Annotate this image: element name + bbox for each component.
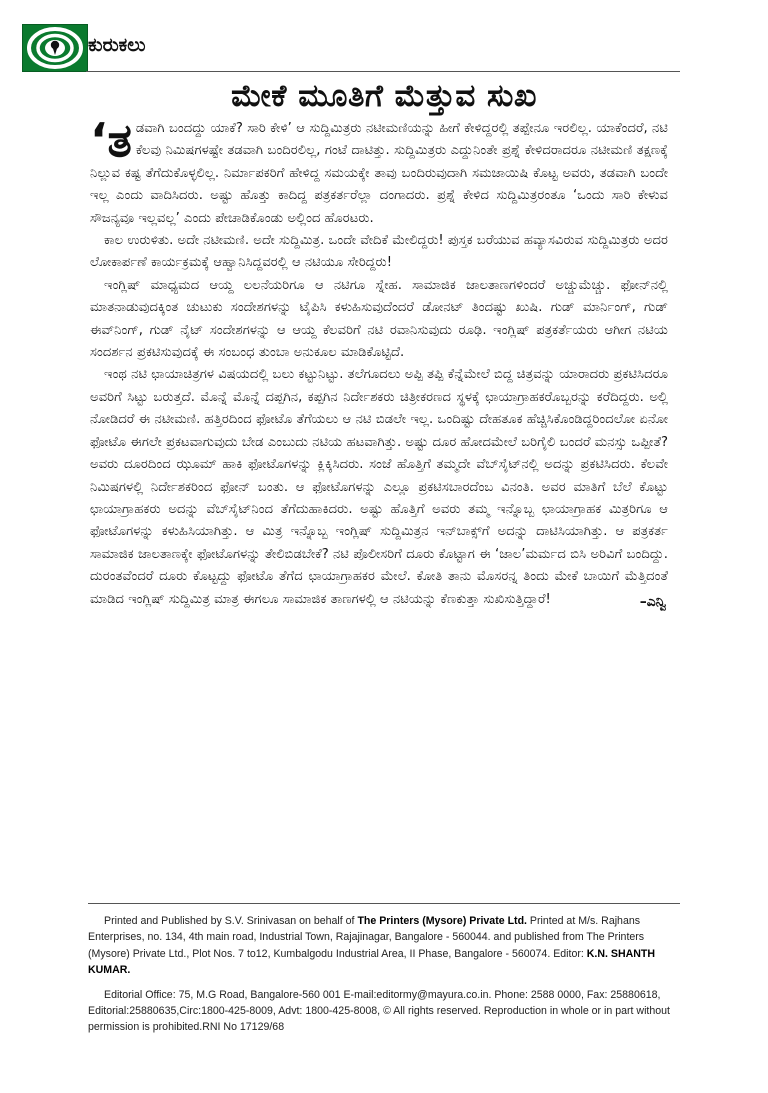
paragraph-4: ಇಂಥ ನಟಿ ಛಾಯಾಚಿತ್ರಗಳ ವಿಷಯದಲ್ಲಿ ಬಲು ಕಟ್ಟುನಿಟ್ಟು. ತಲೆಗೂದಲು ಅಪ್ಪಿ ತಪ್ಪಿ ಕೆನ್ನೆಮೇಲೆ ಬಿದ್ದ ಚಿತ್ರವನ್ನು ಯಾರಾದರು ಪ್ರಕಟಿಸಿದರೂ ಅವರಿಗೆ ಸಿಟ್ಟು ಬರುತ್ತದೆ. ಮೊನ್ನೆ ಮೊನ್ನೆ ದಪ್ಪಗಿನ, ಕಪ್ಪಗಿನ ನಿರ್ದೇಶಕರು ಚಿತ್ರೀಕರಣದ ಸ್ಥಳಕ್ಕೆ ಛಾಯಾಗ್ರಾಹಕರೊಬ್ಬರನ್ನು ಕರೆದಿದ್ದರು. ಅಲ್ಲಿ ನೋಡಿದರೆ ಈ ನಟೀಮಣಿ. ಹತ್ತಿರದಿಂದ ಫೋಟೊ ತೆಗೆಯಲು ಆ ನಟಿ ಬಿಡಲೇ ಇಲ್ಲ. ಒಂದಿಷ್ಟು ದೇಹತೂಕ ಹೆಚ್ಚಿಸಿಕೊಂಡಿದ್ದರಿಂದಲೋ ಏನೋ ಫೋಟೊ ಈಗಲೇ ಪ್ರಕಟವಾಗುವುದು ಬೇಡ ಎಂಬುದು ನಟಿಯ ಹಟವಾಗಿತ್ತು. ಅಷ್ಟು ದೂರ ಹೋದಮೇಲೆ ಬರಿಗೈಲಿ ಬಂದರೆ ಮನಸ್ಸು ಒಪ್ಪೀತೆ? ಅವರು ದೂರದಿಂದ ಝೂಮ್ ಹಾಕಿ ಫೋಟೊಗಳನ್ನು ಕ್ಲಿಕ್ಕಿಸಿದರು. ಸಂಜೆ ಹೊತ್ತಿಗೆ ತಮ್ಮದೇ ವೆಬ್‌ಸೈಟ್‌ನಲ್ಲಿ ಅದನ್ನು ಪ್ರಕಟಿಸಿದರು. ಕೆಲವೇ ನಿಮಿಷಗಳಲ್ಲಿ ನಿರ್ದೇಶಕರಿಂದ ಫೋನ್ ಬಂತು. ಆ ಫೋಟೊಗಳನ್ನು ಎಲ್ಲೂ ಪ್ರಕಟಿಸಬಾರದೆಂಬ ವಿನಂತಿ. ಅವರ ಮಾತಿಗೆ ಬೆಲೆ ಕೊಟ್ಟು ಛಾಯಾಗ್ರಾಹಕರು ಅದನ್ನು ವೆಬ್‌ಸೈಟ್‌ನಿಂದ ತೆಗೆದುಹಾಕಿದರು. ಅಷ್ಟು ಹೊತ್ತಿಗೆ ಅವರು ತಮ್ಮ ಇನ್ನೊಬ್ಬ ಛಾಯಾಗ್ರಾಹಕ ಮಿತ್ರರಿಗೂ ಆ ಫೋಟೊಗಳನ್ನು ಕಳುಹಿಸಿಯಾಗಿತ್ತು. ಆ ಮಿತ್ರ ಇನ್ನೊಬ್ಬ ಇಂಗ್ಲಿಷ್ ಸುದ್ದಿಮಿತ್ರನ ಇನ್‌ಬಾಕ್ಸ್‌ಗೆ ಅದನ್ನು ದಾಟಿಸಿಯಾಗಿತ್ತು. ಆ ಪತ್ರಕರ್ತ ಸಾಮಾಜಿಕ ಜಾಲತಾಣಕ್ಕೇ ಫೋಟೊಗಳನ್ನು ತೇಲಿಬಿಡಬೇಕೆ? ನಟಿ ಪೊಲೀಸರಿಗೆ ದೂರು ಕೊಟ್ಟಾಗ ಈ ‘ಜಾಲ’ಮರ್ಮದ ಬಿಸಿ ಅರಿವಿಗೆ ಬಂದಿದ್ದು. ದುರಂತವೆಂದರೆ ದೂರು ಕೊಟ್ಟದ್ದು ಫೋಟೊ ತೆಗೆದ ಛಾಯಾಗ್ರಾಹಕರ ಮೇಲೆ. ಕೋತಿ ತಾನು ಮೊಸರನ್ನ ತಿಂದು ಮೇಕೆ ಬಾಯಿಗೆ ಮೆತ್ತಿದಂತೆ ಮಾಡಿದ ಇಂಗ್ಲಿಷ್ ಸುದ್ದಿಮಿತ್ರ ಮಾತ್ರ ಈಗಲೂ ಸಾಮಾಜಿಕ ತಾಣಗಳಲ್ಲಿ ಆ ನಟಿಯನ್ನು ಕೆಣಕುತ್ತಾ ಸುಖಿಸುತ್ತಿದ್ದಾರೆ! bbox=[90, 367, 668, 607]
paragraph-2: ಕಾಲ ಉರುಳಿತು. ಅದೇ ನಟೀಮಣಿ. ಅದೇ ಸುದ್ದಿಮಿತ್ರ. ಒಂದೇ ವೇದಿಕೆ ಮೇಲಿದ್ದರು! ಪುಸ್ತಕ ಬರೆಯುವ ಹವ್ಯಾಸವಿರುವ ಸುದ್ದಿಮಿತ್ರರು ಅದರ ಲೋಕಾರ್ಪಣೆ ಕಾರ್ಯಕ್ರಮಕ್ಕೆ ಆಹ್ವಾನಿಸಿದ್ದವರಲ್ಲಿ ಆ ನಟಿಯೂ ಸೇರಿದ್ದರು! bbox=[90, 233, 668, 271]
article-headline: ಮೇಕೆ ಮೂತಿಗೆ ಮೆತ್ತುವ ಸುಖ bbox=[231, 78, 537, 114]
author-signature: –ಎನ್ವಿ bbox=[639, 593, 666, 610]
imprint-footer bbox=[88, 913, 682, 1044]
contact-paragraph: Editorial Office: 75, M.G Road, Bangalore-560 001 E-mail:editormy@mayura.co.in. Phone: 2588 0000, Fax: 25880618, Editorial:25880635,Circ:1800-425-8009, Advt: 1800-425-8008, © All rights reserved. Reproduction in whole or in part without permission is prohibited.RNI No 17129/68 bbox=[88, 988, 670, 1034]
paragraph-3: ಇಂಗ್ಲಿಷ್ ಮಾಧ್ಯಮದ ಆಯ್ದ ಲಲನೆಯರಿಗೂ ಆ ನಟಿಗೂ ಸ್ನೇಹ. ಸಾಮಾಜಿಕ ಜಾಲತಾಣಗಳಿಂದರೆ ಅಚ್ಚುಮೆಚ್ಚು. ಫೋನ್‌ನಲ್ಲಿ ಮಾತನಾಡುವುದಕ್ಕಿಂತ ಚುಟುಕು ಸಂದೇಶಗಳನ್ನು ಟೈಪಿಸಿ ಕಳುಹಿಸುವುದೆಂದರೆ ಡೋನಟ್ ತಿಂದಷ್ಟು ಖುಷಿ. ಗುಡ್ ಮಾರ್ನಿಂಗ್, ಗುಡ್ ಈವ್‌ನಿಂಗ್, ಗುಡ್ ನೈಟ್ ಸಂದೇಶಗಳನ್ನು ಆ ಆಯ್ದ ಕೆಲವರಿಗೆ ನಟಿ ರವಾನಿಸುವುದು ರೂಢಿ. ಇಂಗ್ಲಿಷ್ ಪತ್ರಕರ್ತೆಯರು ಆಗೀಗ ನಟಿಯ ಸಂದರ್ಶನ ಪ್ರಕಟಿಸುವುದಕ್ಕೆ ಈ ಸಂಬಂಧ ತುಂಬಾ ಅನುಕೂಲ ಮಾಡಿಕೊಟ್ಟಿದೆ. bbox=[90, 277, 668, 361]
footer-divider bbox=[88, 903, 680, 904]
green-circle-logo-icon bbox=[26, 27, 84, 69]
section-title: ಕುರುಕಲು bbox=[88, 34, 146, 56]
printer-name: The Printers (Mysore) Private Ltd. bbox=[357, 915, 527, 927]
imprint-paragraph bbox=[88, 913, 682, 979]
imprint-text-c: Printed at M/s. Rajhans Enterprises, no. 134, 4th main road, Industrial Town, Rajajinagar, Bangalore - 560044. and published from The Printers (Mysore) Private Ltd., Plot Nos. 7 to12, Kumbalgodu Industrial Area, II Phase, Bangalore - 560074. Editor: bbox=[88, 915, 645, 960]
article-body bbox=[90, 113, 668, 613]
imprint-text-a: Printed and Published by S.V. Srinivasan on behalf of bbox=[104, 915, 358, 927]
drop-cap: ‘ತ bbox=[90, 113, 132, 167]
logo bbox=[22, 24, 88, 72]
editor-name: K.N. SHANTH KUMAR. bbox=[88, 947, 656, 977]
paragraph-1 bbox=[90, 113, 668, 230]
top-divider bbox=[86, 71, 680, 72]
paragraph-1-text: ಡವಾಗಿ ಬಂದದ್ದು ಯಾಕೆ? ಸಾರಿ ಕೇಳಿ’ ಆ ಸುದ್ದಿಮಿತ್ರರು ನಟೀಮಣಿಯನ್ನು ಹೀಗೆ ಕೇಳಿದ್ದರಲ್ಲಿ ತಪ್ಪೇನೂ ಇರಲಿಲ್ಲ. ಯಾಕೆಂದರೆ, ನಟಿ ಕೆಲವು ನಿಮಿಷಗಳಷ್ಟೇ ತಡವಾಗಿ ಬಂದಿರಲಿಲ್ಲ, ಗಂಟೆ ದಾಟಿತ್ತು. ಸುದ್ದಿಮಿತ್ರರು ಎದ್ದುನಿಂತೇ ಪ್ರಶ್ನೆ ಕೇಳಿದರಾದರೂ ನಟೀಮಣಿ ತಕ್ಷಣಕ್ಕೆ ನಿಲ್ಲುವ ಕಷ್ಟ ತೆಗೆದುಕೊಳ್ಳಲಿಲ್ಲ. ನಿರ್ಮಾಪಕರಿಗೆ ಹೇಳಿದ್ದ ಸಮಯಕ್ಕೇ ತಾವು ಬಂದಿರುವುದಾಗಿ ಸಮಜಾಯಿಷಿ ಕೊಟ್ಟ ಅವರು, ತಡವಾಗಿ ಬಂದೇ ಇಲ್ಲ ಎಂದು ವಾದಿಸಿದರು. ಅಷ್ಟು ಹೊತ್ತು ಕಾದಿದ್ದ ಪತ್ರಕರ್ತರೆಲ್ಲಾ ದಂಗಾದರು. ಪ್ರಶ್ನೆ ಕೇಳಿದ ಸುದ್ದಿಮಿತ್ರರಂತೂ ‘ಒಂದು ಸಾರಿ ಕೇಳುವ ಸೌಜನ್ಯವೂ ಇಲ್ಲವಲ್ಲ’ ಎಂದು ಪೇಚಾಡಿಕೊಂಡು ಅಲ್ಲಿಂದ ಹೊರಟರು. bbox=[90, 121, 668, 226]
